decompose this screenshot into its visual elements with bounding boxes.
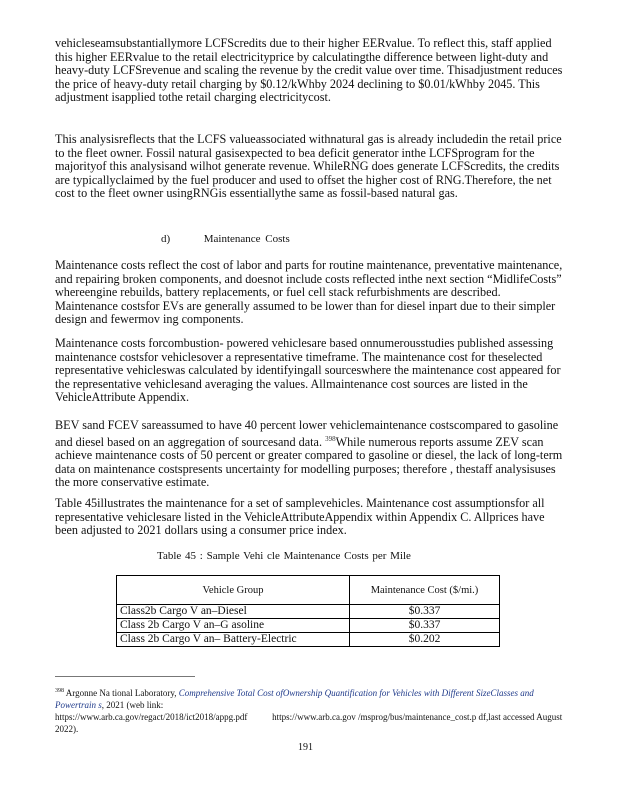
paragraph-maintenance-definition: Maintenance costs reflect the cost of labor and parts for routine maintenance, preventative maintenance, and repairing broken components, and doesnot include costs reflected inthe next section “MidlifeCosts” whereengine rebuilds, battery replacements, or fuel cell stack refurbishments are described. Maintenance costsfor EVs are generally assumed to be lower than for diesel inpart due to their simpler design and fewermov ing components. bbox=[55, 258, 563, 327]
cell-cost: $0.337 bbox=[350, 619, 500, 633]
paragraph-maintenance-method: Maintenance costs forcombustion- powered vehiclesare based onnumerousstudies published assessing maintenance costsfor vehiclesover a representative timeframe. The maintenance cost for theselected representative vehicleswas calculated by identifyingall sourceswhere the maintenance cost appeared for the representative vehiclesand averaging the values. Allmaintenance cost sources are listed in the VehicleAttribute Appendix. bbox=[55, 336, 561, 405]
footnote-link-appg[interactable]: https://www.arb.ca.gov/regact/2018/ict2018/appg.pdf bbox=[55, 712, 248, 722]
footnote-reference[interactable]: 398 bbox=[325, 434, 336, 443]
footnote-rest: , 2021 (web link: bbox=[101, 700, 164, 710]
paragraph-natural-gas-lcfs: This analysisreflects that the LCFS valueassociated withnatural gas is already includedin the retail price to the fleet owner. Fossil natural gasisexpected to bea deficit generator inthe LCFSprogram for the majorityof this analysisand wilhot generate revenue. WhileRNG does generate LCFScredits, the credits are typicallyclaimed by the fuel producer and used to offset the higher cost of RNG.Therefore, the net cost to the fleet owner usingRNGis essentiallythe same as fossil-based natural gas. bbox=[55, 132, 562, 201]
table-row bbox=[117, 605, 500, 619]
section-title: Maintenance Costs bbox=[203, 233, 290, 245]
paragraph-zev-part2: While numerous reports assume ZEV scan achieve maintenance costs of 50 percent or greater compared to gasoline or diesel, the lack of long-term data on maintenance costspresents uncertainty for modelling purposes; therefore , thestaff analysisuses the more conservative estimate. bbox=[55, 434, 563, 490]
cell-vehicle-group: Class 2b Cargo V an–G asoline bbox=[117, 619, 350, 633]
table-row bbox=[117, 619, 500, 633]
header-maintenance-cost: Maintenance Cost ($/mi.) bbox=[350, 576, 500, 605]
cell-cost: $0.202 bbox=[350, 633, 500, 647]
page-number: 191 bbox=[298, 742, 313, 753]
footnote-divider bbox=[55, 676, 195, 677]
footnote-link-maintenance-cost[interactable]: https://www.arb.ca.gov /msprog/bus/maintenance_cost.p df,last accessed August 2022). bbox=[55, 712, 563, 734]
maintenance-cost-table bbox=[116, 575, 500, 647]
footnote-number: 398 bbox=[55, 688, 64, 694]
section-number: d) bbox=[161, 233, 171, 245]
maintenance-table-wrapper bbox=[116, 575, 500, 647]
footnote-title: Comprehensive Total Cost ofOwnership Quantification for Vehicles with Different SizeClasses and Powertrain s bbox=[55, 688, 534, 710]
cell-cost: $0.337 bbox=[350, 605, 500, 619]
paragraph-zev-maintenance bbox=[55, 419, 565, 490]
paragraph-lcfs-adjustment: vehicleseamsubstantiallymore LCFScredits due to their higher EERvalue. To reflect this, staff applied this higher EERvalue to the retail electricityprice by calculatingthe difference between light-duty and heavy-duty LCFSrevenue and scaling the revenue by the credit value over time. Thisadjustment reduces the price of heavy-duty retail charging by $0.12/kWhby 2024 declining to $0.01/kWhby 2045. This adjustment isapplied tothe retail charging electricitycost. bbox=[55, 36, 563, 105]
footnote-author: Argonne Na tional Laboratory, bbox=[65, 688, 177, 698]
paragraph-table-intro: Table 45illustrates the maintenance for a set of samplevehicles. Maintenance cost assumptionsfor all representative vehiclesare listed in the VehicleAttributeAppendix within Appendix C. Allprices have been adjusted to 2021 dollars using a consumer price index. bbox=[55, 496, 545, 538]
table-caption: Table 45 : Sample Vehi cle Maintenance Costs per Mile bbox=[157, 550, 411, 562]
footnote bbox=[55, 685, 570, 735]
table-header-row bbox=[117, 576, 500, 605]
section-heading bbox=[161, 233, 290, 245]
header-vehicle-group: Vehicle Group bbox=[117, 576, 350, 605]
cell-vehicle-group: Class2b Cargo V an–Diesel bbox=[117, 605, 350, 619]
cell-vehicle-group: Class 2b Cargo V an– Battery-Electric bbox=[117, 633, 350, 647]
paragraph-zev-part1: BEV sand FCEV sareassumed to have 40 percent lower vehiclemaintenance costscompared to gasoline and diesel based on an aggregation of sourcesand data. bbox=[55, 418, 559, 449]
table-row bbox=[117, 633, 500, 647]
